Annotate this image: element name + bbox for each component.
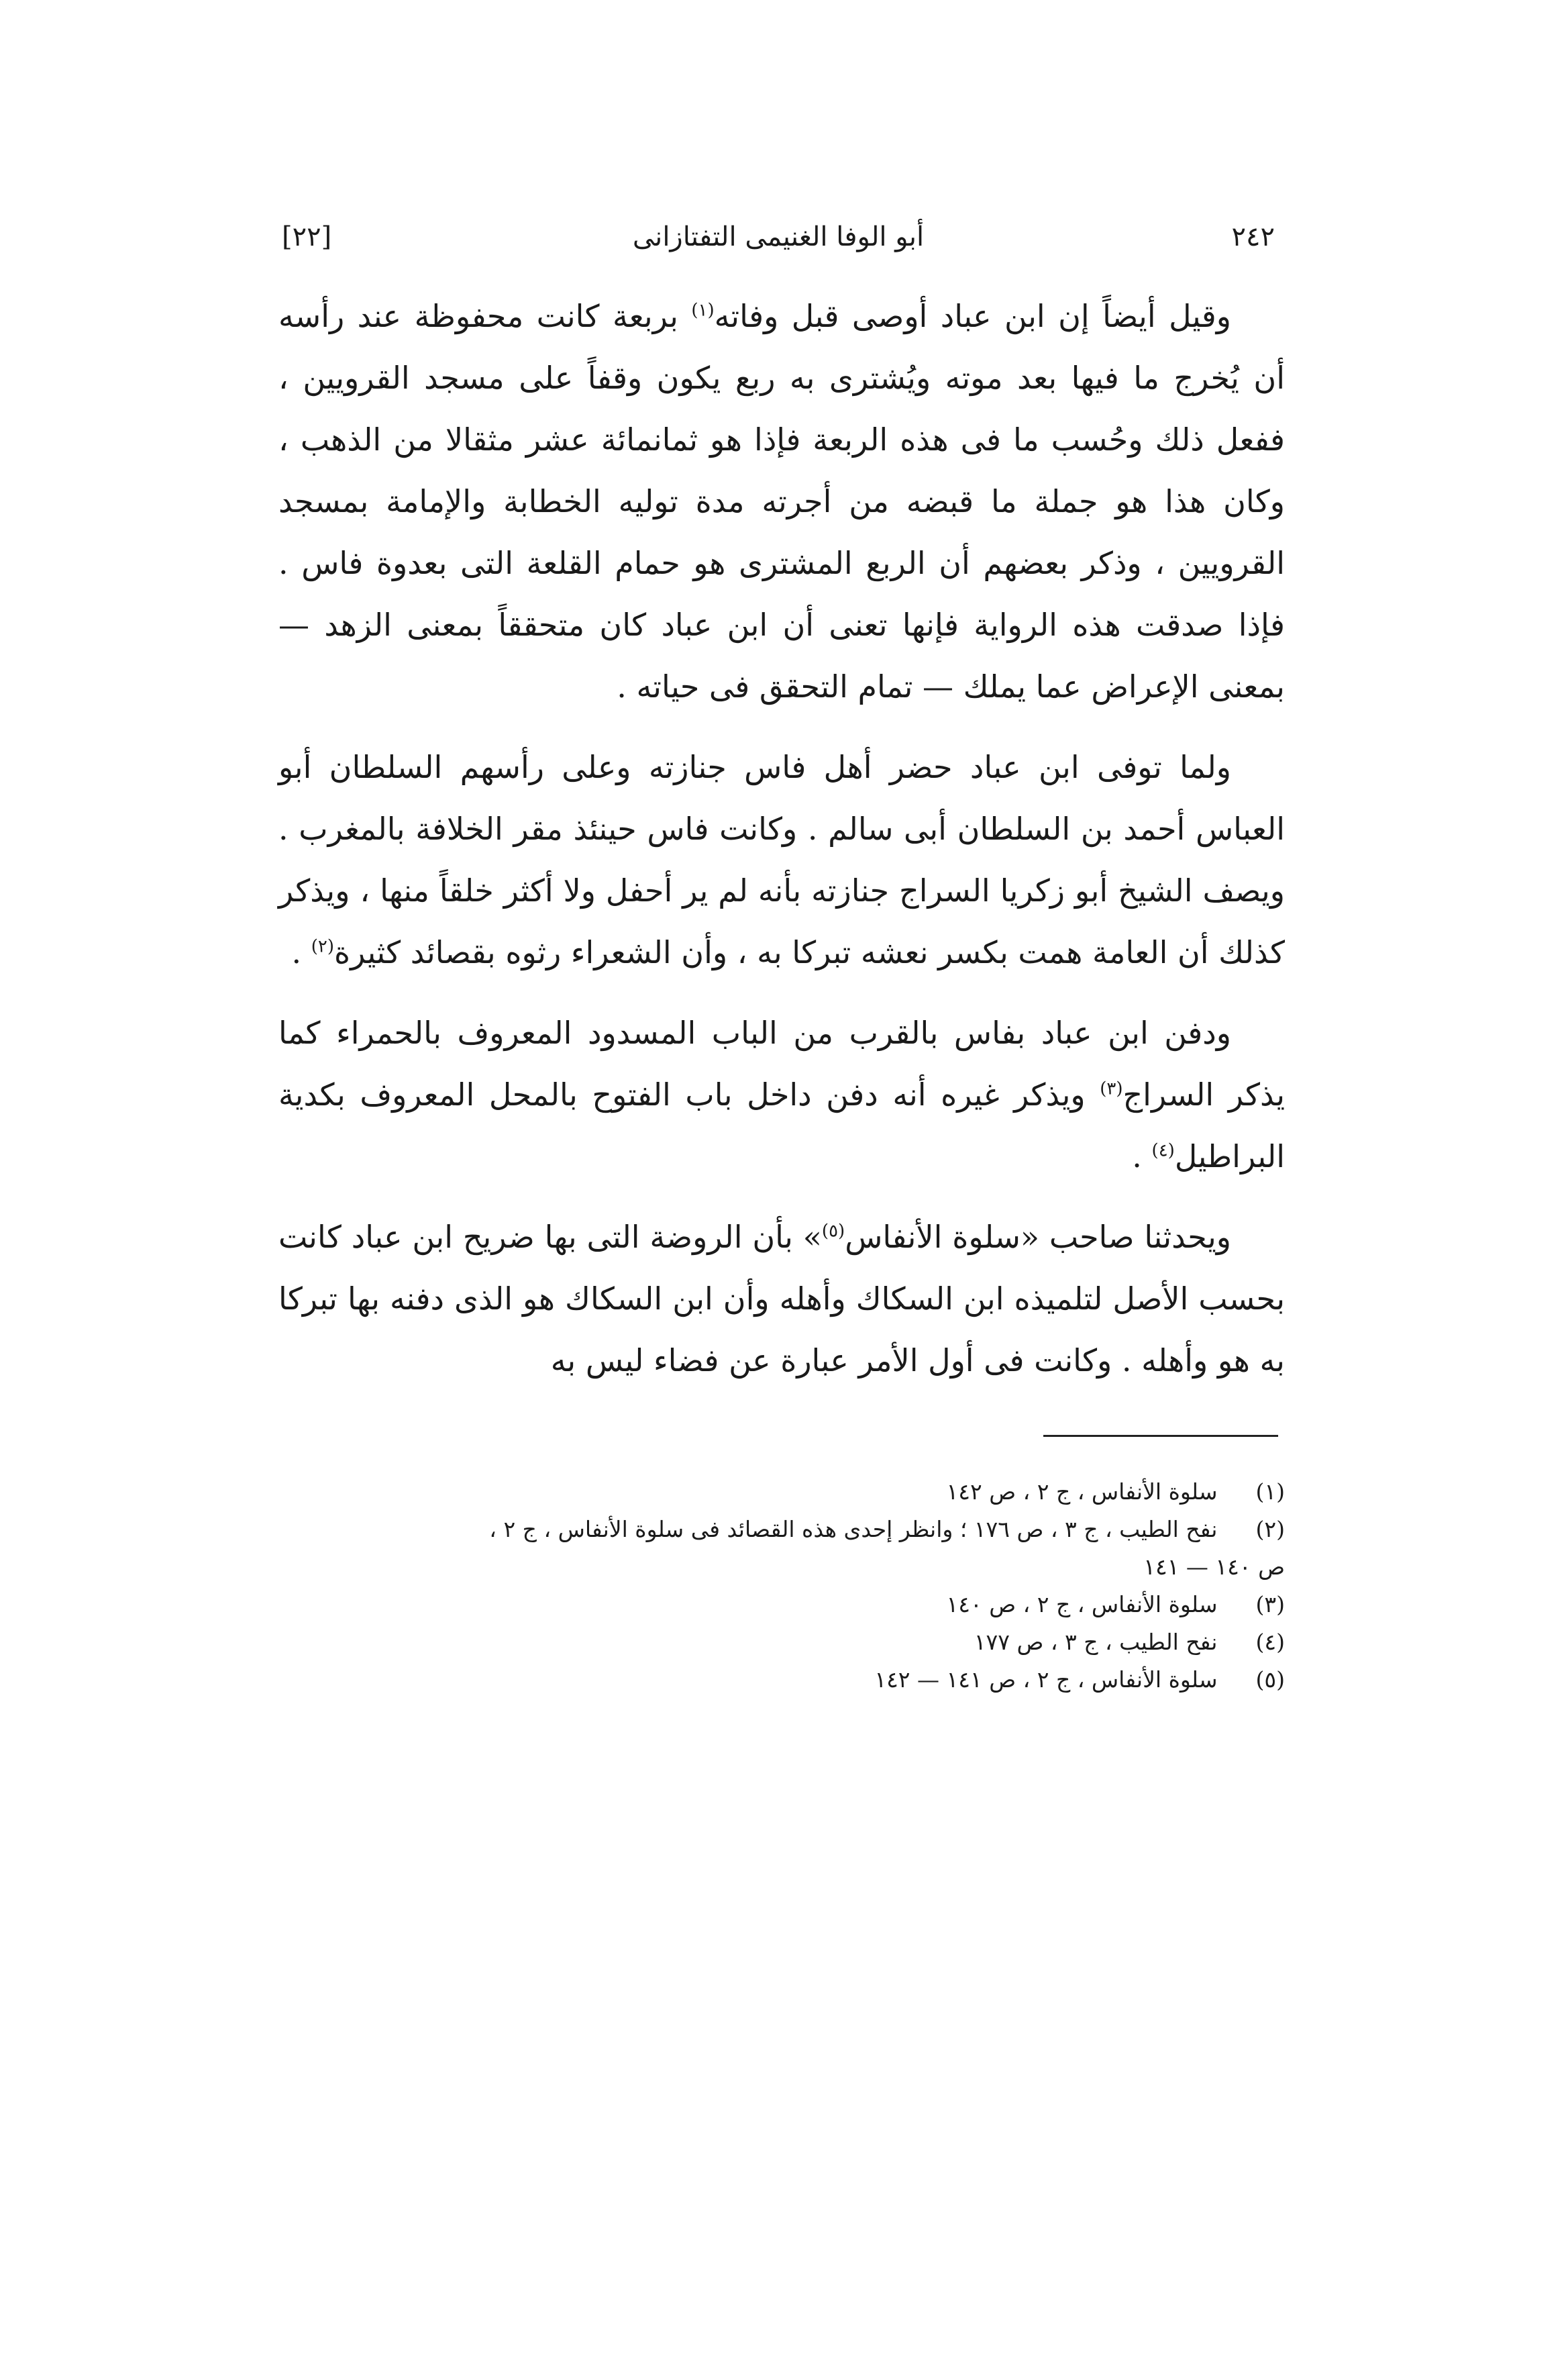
- footnote: (١) سلوة الأنفاس ، ج ٢ ، ص ١٤٢: [946, 1479, 1285, 1505]
- footnotes: [278, 1473, 1285, 1699]
- paragraph-4: ويحدثنا صاحب «سلوة الأنفاس$^{(٥)}$» بأن الروضة التى بها ضريح ابن عباد كانت بحسب الأصل لتلميذه ابن السكاك وأهله وأن ابن السكاك هو الذى دفنه بها تبركا به هو وأهله . وكانت فى أول الأمر عبارة عن فضاء ليس به: [278, 1219, 1285, 1379]
- footnote-divider: [1043, 1435, 1278, 1437]
- footnote: (٤) نفح الطيب ، ج ٣ ، ص ١٧٧: [974, 1629, 1285, 1655]
- main-text: [278, 285, 1285, 1391]
- footnote-ref-2: (٢): [311, 936, 335, 957]
- paragraph-2: ولما توفى ابن عباد حضر أهل فاس جنازته وعلى رأسهم السلطان أبو العباس أحمد بن السلطان أبى سالم . وكانت فاس حينئذ مقر الخلافة بالمغرب . ويصف الشيخ أبو زكريا السراج جنازته بأنه لم ير أحفل ولا أكثر خلقاً منها ، ويذكر كذلك أن العامة همت بكسر نعشه تبركا به ، وأن الشعراء رثوه بقصائد كثيرة$^{(٢)}$ .: [278, 749, 1285, 970]
- footnote-ref-4: (٤): [1151, 1140, 1175, 1161]
- footnote: (٢) نفح الطيب ، ج ٣ ، ص ١٧٦ ؛ وانظر إحدى هذه القصائد فى سلوة الأنفاس ، ج ٢ ،: [489, 1516, 1285, 1542]
- running-title: أبو الوفا الغنيمى التفتازانى: [632, 221, 925, 252]
- footnote-continuation: ص ١٤٠ — ١٤١: [1143, 1554, 1285, 1580]
- footnote-ref-1: (١): [691, 300, 715, 321]
- footnote-ref-5: (٥): [821, 1221, 845, 1242]
- section-number: [٢٢]: [282, 221, 332, 252]
- page-number: ٢٤٢: [1231, 221, 1275, 252]
- paragraph-1: وقيل أيضاً إن ابن عباد أوصى قبل وفاته$^{(١)}$ بربعة كانت محفوظة عند رأسه أن يُخرج ما فيها بعد موته ويُشترى به ربع يكون وقفاً على مسجد القرويين ، ففعل ذلك وحُسب ما فى هذه الربعة فإذا هو ثمانمائة عشر مثقالا من الذهب ، وكان هذا هو جملة ما قبضه من أجرته مدة توليه الخطابة والإمامة بمسجد القرويين ، وذكر بعضهم أن الربع المشترى هو حمام القلعة التى بعدوة فاس . فإذا صدقت هذه الرواية فإنها تعنى أن ابن عباد كان متحققاً بمعنى الزهد — بمعنى الإعراض عما يملك — تمام التحقق فى حياته .: [278, 298, 1285, 705]
- footnote: (٥) سلوة الأنفاس ، ج ٢ ، ص ١٤١ — ١٤٢: [874, 1666, 1285, 1693]
- page-header: [282, 221, 1275, 275]
- paragraph-3: ودفن ابن عباد بفاس بالقرب من الباب المسدود المعروف بالحمراء كما يذكر السراج$^{(٣)}$ ويذكر غيره أنه دفن داخل باب الفتوح بالمحل المعروف بكدية البراطيل$^{(٤)}$ .: [278, 1015, 1285, 1174]
- footnote-ref-3: (٣): [1100, 1079, 1123, 1099]
- footnote: (٣) سلوة الأنفاس ، ج ٢ ، ص ١٤٠: [946, 1591, 1285, 1617]
